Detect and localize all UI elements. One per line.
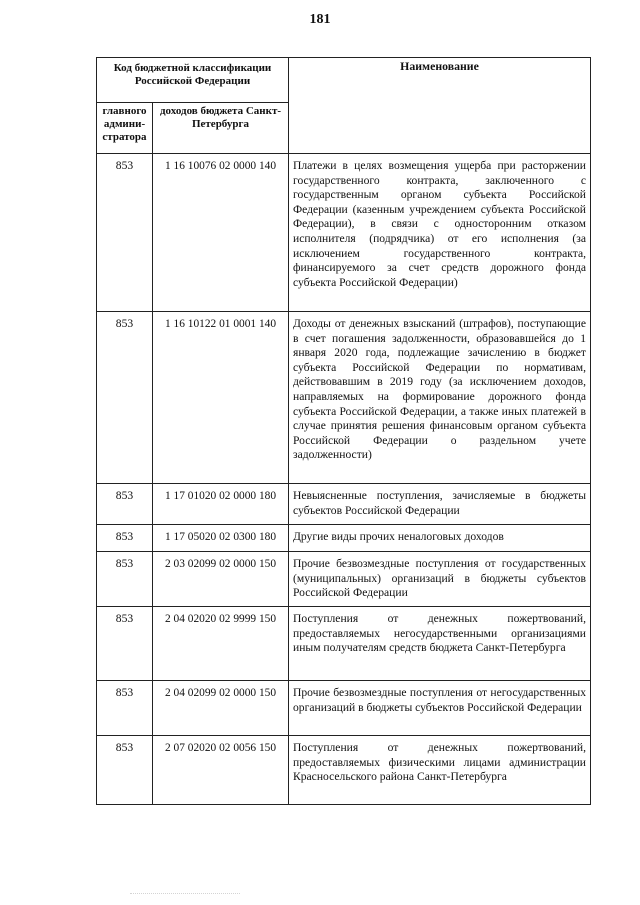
admin-code-cell: 853 xyxy=(97,154,153,312)
admin-code-cell: 853 xyxy=(97,607,153,681)
table-row xyxy=(97,736,591,805)
name-cell: Прочие безвозмездные поступления от негосударственных организаций в бюджеты субъектов Российской Федерации xyxy=(289,681,591,736)
scan-artifact xyxy=(130,893,240,900)
admin-code-cell: 853 xyxy=(97,312,153,484)
table-row xyxy=(97,312,591,484)
table-row xyxy=(97,681,591,736)
income-code-cell: 1 17 05020 02 0300 180 xyxy=(153,525,289,552)
admin-column-header: главного админи-стратора xyxy=(97,103,153,154)
income-code-cell: 2 03 02099 02 0000 150 xyxy=(153,552,289,607)
admin-code-cell: 853 xyxy=(97,681,153,736)
table-row xyxy=(97,525,591,552)
income-code-cell: 1 16 10076 02 0000 140 xyxy=(153,154,289,312)
name-cell: Прочие безвозмездные поступления от государственных (муниципальных) организаций в бюджеты субъектов Российской Федерации xyxy=(289,552,591,607)
table-row xyxy=(97,154,591,312)
name-cell: Другие виды прочих неналоговых доходов xyxy=(289,525,591,552)
name-cell: Доходы от денежных взысканий (штрафов), поступающие в счет погашения задолженности, образовавшейся до 1 января 2020 года, подлежащие зачислению в бюджет субъекта Российской Федерации по нормативам, действовавшим в 2019 году (за исключением доходов, направляемых на формирование дорожного фонда субъекта Российской Федерации, а также иных платежей в случае принятия решения финансовым органом субъекта Российской Федерации о раздельном учете задолженности) xyxy=(289,312,591,484)
kbk-group-header: Код бюджетной классификации Российской Федерации xyxy=(97,58,289,103)
admin-code-cell: 853 xyxy=(97,736,153,805)
table-row xyxy=(97,552,591,607)
admin-code-cell: 853 xyxy=(97,525,153,552)
name-cell: Поступления от денежных пожертвований, предоставляемых негосударственными организациями иным получателям средств бюджета Санкт-Петербурга xyxy=(289,607,591,681)
income-code-cell: 2 04 02099 02 0000 150 xyxy=(153,681,289,736)
admin-code-cell: 853 xyxy=(97,484,153,525)
table-row xyxy=(97,484,591,525)
name-column-header: Наименование xyxy=(289,58,591,154)
income-code-cell: 1 17 01020 02 0000 180 xyxy=(153,484,289,525)
admin-code-cell: 853 xyxy=(97,552,153,607)
income-column-header: доходов бюджета Санкт-Петербурга xyxy=(153,103,289,154)
income-code-cell: 2 07 02020 02 0056 150 xyxy=(153,736,289,805)
income-code-cell: 2 04 02020 02 9999 150 xyxy=(153,607,289,681)
income-code-cell: 1 16 10122 01 0001 140 xyxy=(153,312,289,484)
table-row xyxy=(97,607,591,681)
name-cell: Невыясненные поступления, зачисляемые в бюджеты субъектов Российской Федерации xyxy=(289,484,591,525)
name-cell: Поступления от денежных пожертвований, предоставляемых физическими лицами администрации Красносельского района Санкт-Петербурга xyxy=(289,736,591,805)
budget-classification-table xyxy=(96,57,591,805)
name-cell: Платежи в целях возмещения ущерба при расторжении государственного контракта, заключенного с государственным органом субъекта Российской Федерации (казенным учреждением субъекта Российской Федерации), в связи с односторонним отказом исполнителя (подрядчика) от его исполнения (за исключением государственного контракта, финансируемого за счет средств дорожного фонда субъекта Российской Федерации) xyxy=(289,154,591,312)
page-number: 181 xyxy=(309,12,331,27)
